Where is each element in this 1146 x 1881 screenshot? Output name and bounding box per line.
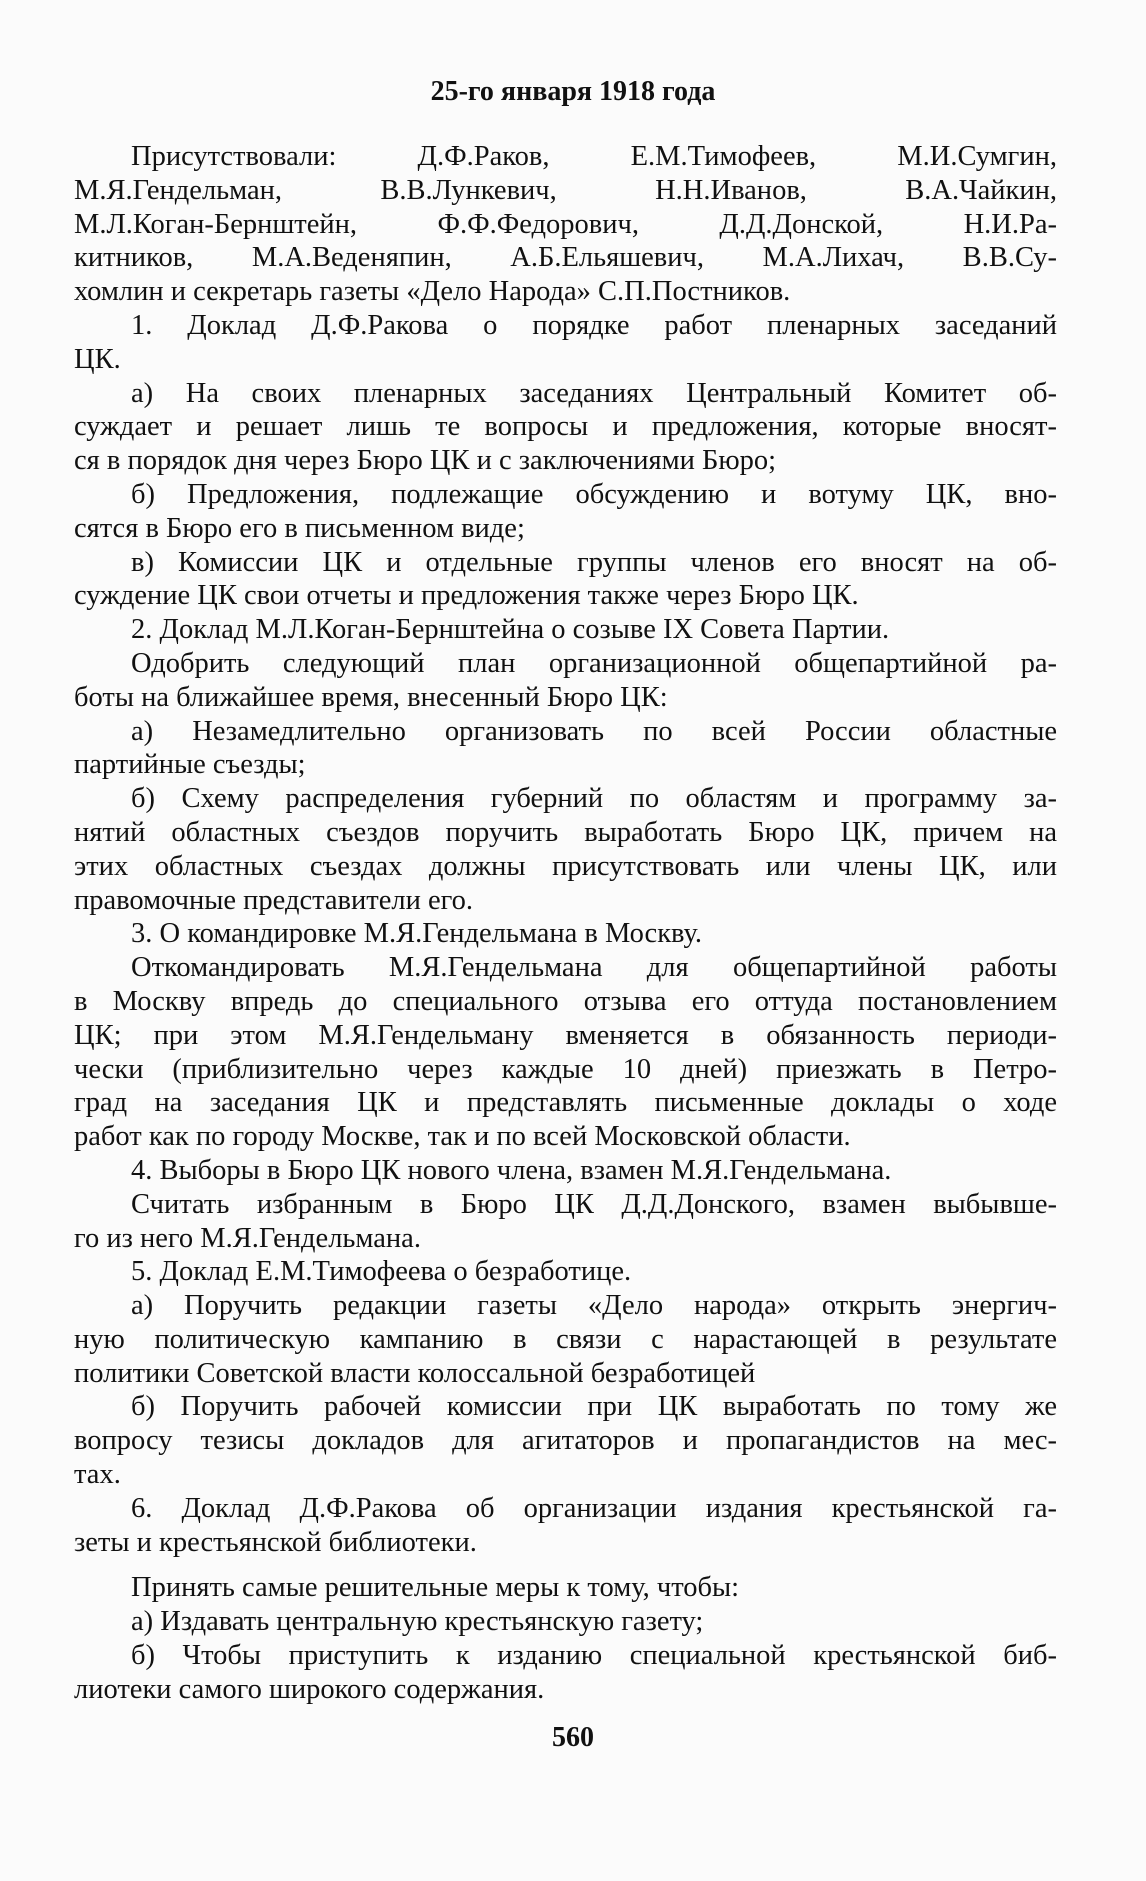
text-line: Считать избранным в Бюро ЦК Д.Д.Донского, взамен выбывше- (131, 1188, 1057, 1220)
paragraph (74, 1154, 1057, 1188)
page-number: 560 (552, 1722, 594, 1753)
text-line: суждает и решает лишь те вопросы и предложения, которые вносят- (74, 411, 1057, 443)
text-line: зеты и крестьянской библиотеки. (74, 1526, 477, 1558)
document-body (74, 140, 1057, 1707)
paragraph (74, 309, 1057, 377)
paragraph (74, 647, 1057, 715)
text-line: партийные съезды; (74, 749, 306, 781)
text-line: сятся в Бюро его в письменном виде; (74, 512, 525, 544)
paragraph (74, 715, 1057, 783)
text-line: политики Советской власти колоссальной безработицей (74, 1357, 756, 1389)
paragraph (74, 377, 1057, 478)
text-line: хомлин и секретарь газеты «Дело Народа» С.П.Постников. (74, 276, 791, 308)
paragraph (74, 1255, 1057, 1289)
paragraph (74, 951, 1057, 1154)
text-line: нятий областных съездов поручить выработать Бюро ЦК, причем на (74, 816, 1057, 848)
paragraph (74, 782, 1057, 917)
text-line: в Москву впредь до специального отзыва его оттуда постановлением (74, 985, 1057, 1017)
text-line: б) Поручить рабочей комиссии при ЦК выработать по тому же (131, 1391, 1057, 1423)
text-line: град на заседания ЦК и представлять письменные доклады о ходе (74, 1087, 1057, 1119)
text-line: 6. Доклад Д.Ф.Ракова об организации издания крестьянской га- (131, 1492, 1057, 1524)
text-line: го из него М.Я.Гендельмана. (74, 1222, 421, 1254)
paragraph (74, 140, 1057, 309)
text-line: Откомандировать М.Я.Гендельмана для общепартийной работы (131, 952, 1057, 984)
text-line: суждение ЦК свои отчеты и предложения также через Бюро ЦК. (74, 580, 859, 612)
text-line: этих областных съездах должны присутствовать или члены ЦК, или (74, 850, 1057, 882)
text-line: а) Издавать центральную крестьянскую газету; (131, 1606, 704, 1638)
paragraph (74, 1188, 1057, 1256)
text-line: 4. Выборы в Бюро ЦК нового члена, взамен М.Я.Гендельмана. (131, 1154, 892, 1186)
text-line: ся в порядок дня через Бюро ЦК и с заключениями Бюро; (74, 445, 777, 477)
paragraph (74, 1571, 1057, 1605)
text-line: Принять самые решительные меры к тому, чтобы: (131, 1572, 740, 1604)
text-line: б) Предложения, подлежащие обсуждению и вотуму ЦК, вно- (131, 478, 1057, 510)
text-line: вопросу тезисы докладов для агитаторов и пропагандистов на мес- (74, 1425, 1057, 1457)
text-line: боты на ближайшее время, внесенный Бюро ЦК: (74, 681, 668, 713)
text-line: лиотеки самого широкого содержания. (74, 1673, 545, 1705)
paragraph (74, 1605, 1057, 1639)
paragraph (74, 1492, 1057, 1560)
paragraph (74, 1639, 1057, 1707)
text-line: Одобрить следующий план организационной общепартийной ра- (131, 647, 1057, 679)
paragraph (74, 1390, 1057, 1491)
paragraph (74, 1289, 1057, 1390)
text-line: чески (приблизительно через каждые 10 дней) приезжать в Петро- (74, 1053, 1057, 1085)
text-line: 2. Доклад М.Л.Коган-Бернштейна о созыве IX Совета Партии. (131, 614, 890, 646)
text-line: М.Я.Гендельман, В.В.Лункевич, Н.Н.Иванов, В.А.Чайкин, (74, 174, 1057, 206)
text-line: а) На своих пленарных заседаниях Центральный Комитет об- (131, 377, 1057, 409)
text-line: М.Л.Коган-Бернштейн, Ф.Ф.Федорович, Д.Д.Донской, Н.И.Ра- (74, 208, 1057, 240)
text-line: ЦК. (74, 343, 121, 375)
text-line: правомочные представители его. (74, 884, 473, 916)
text-line: тах. (74, 1459, 121, 1491)
text-line: б) Схему распределения губерний по областям и программу за- (131, 783, 1057, 815)
paragraph (74, 613, 1057, 647)
text-line: а) Незамедлительно организовать по всей России областные (131, 715, 1057, 747)
text-line: Присутствовали: Д.Ф.Раков, Е.М.Тимофеев, М.И.Сумгин, (131, 141, 1057, 172)
text-line: а) Поручить редакции газеты «Дело народа» открыть энергич- (131, 1290, 1057, 1322)
paragraph (74, 478, 1057, 546)
text-line: б) Чтобы приступить к изданию специальной крестьянской биб- (131, 1640, 1057, 1672)
text-line: в) Комиссии ЦК и отдельные группы членов его вносят на об- (131, 546, 1057, 578)
text-line: работ как по городу Москве, так и по всей Московской области. (74, 1121, 851, 1153)
text-line: 3. О командировке М.Я.Гендельмана в Москву. (131, 918, 703, 950)
text-line: 5. Доклад Е.М.Тимофеева о безработице. (131, 1256, 632, 1288)
text-line: 1. Доклад Д.Ф.Ракова о порядке работ пленарных заседаний (131, 309, 1057, 341)
text-line: китников, М.А.Веденяпин, А.Б.Ельяшевич, М.А.Лихач, В.В.Су- (74, 242, 1057, 274)
text-line: ЦК; при этом М.Я.Гендельману вменяется в обязанность периоди- (74, 1019, 1057, 1051)
document-title: 25-го января 1918 года (430, 76, 716, 107)
paragraph (74, 546, 1057, 614)
text-line: ную политическую кампанию в связи с нарастающей в результате (74, 1323, 1057, 1355)
paragraph (74, 917, 1057, 951)
